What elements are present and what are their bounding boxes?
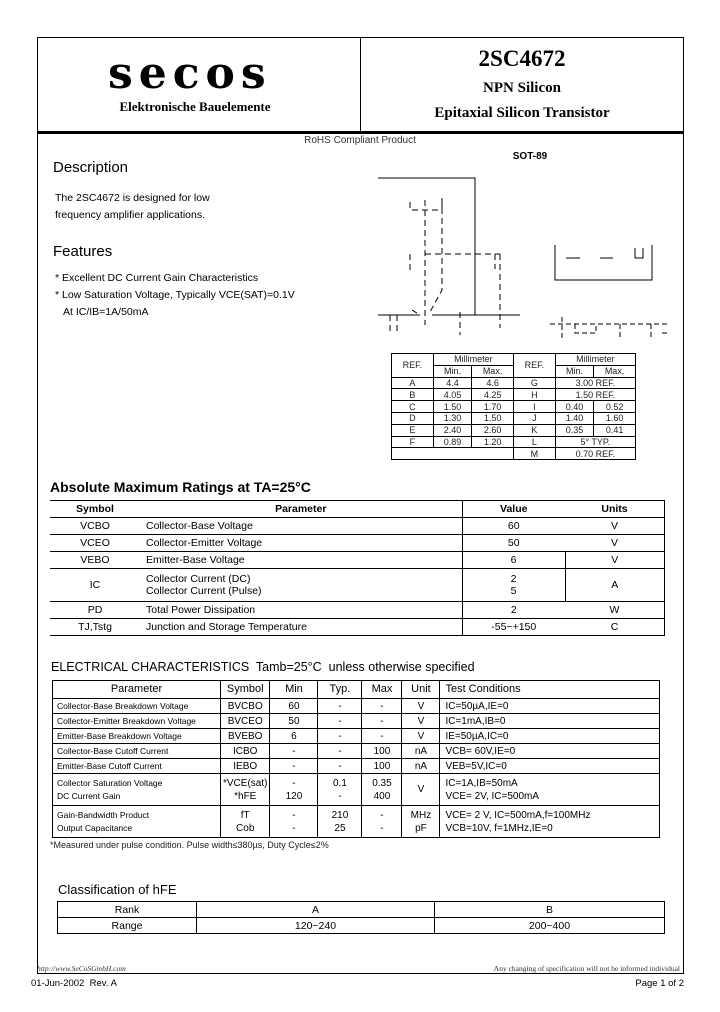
abs-max-header (50, 501, 665, 518)
table-cell (221, 774, 270, 806)
table-cell: Total Power Dissipation (140, 602, 462, 619)
table-cell (440, 774, 660, 806)
rohs-label: RoHS Compliant Product (304, 135, 416, 146)
dim-row (392, 448, 636, 460)
table-cell: V (402, 729, 440, 744)
table-cell: V (565, 552, 665, 569)
elec-header (53, 681, 660, 699)
table-cell (402, 774, 440, 806)
table-cell (221, 806, 270, 838)
dim-row (392, 412, 636, 424)
transistor-description: Epitaxial Silicon Transistor (434, 105, 610, 121)
table-cell: VCE= 2V, IC=500mA (445, 790, 540, 802)
table-cell: Collector-Emitter Breakdown Voltage (53, 714, 221, 729)
abs-max-row (50, 619, 665, 636)
table-cell (140, 569, 462, 602)
table-cell: 1.40 (555, 412, 593, 424)
dim-row (392, 389, 636, 401)
table-cell: - (318, 714, 362, 729)
hfe-classification-table (57, 901, 665, 934)
table-cell: IC=50µA,IE=0 (440, 699, 660, 714)
table-cell: IE=50µA,IC=0 (440, 729, 660, 744)
table-cell: Collector-Base Cutoff Current (53, 744, 221, 759)
table-cell: 210 (331, 809, 349, 821)
elec-row (53, 714, 660, 729)
logo-subtitle: Elektronische Bauelemente (119, 99, 271, 114)
table-cell: A (392, 377, 434, 389)
table-cell: VCB= 60V,IE=0 (440, 744, 660, 759)
drawing-outline (378, 178, 520, 315)
secos-logo: secos (108, 48, 272, 99)
table-cell: 4.25 (472, 389, 514, 401)
dim-min-header: Min. (555, 365, 593, 377)
table-cell (402, 806, 440, 838)
table-cell: 100 (362, 759, 402, 774)
dim-ref-header: REF. (392, 354, 434, 378)
table-cell: Symbol (50, 501, 140, 518)
table-cell: VCB=10V, f=1MHz,IE=0 (445, 822, 553, 834)
table-cell: Collector-Base Breakdown Voltage (53, 699, 221, 714)
table-cell: IC (50, 569, 140, 602)
table-cell: Collector-Emitter Voltage (140, 535, 462, 552)
table-cell: DC Current Gain (57, 790, 121, 801)
dim-max-header: Max. (472, 365, 514, 377)
abs-max-row (50, 535, 665, 552)
table-cell: 1.50 (433, 401, 471, 413)
elec-row-group (53, 806, 660, 838)
table-cell (270, 806, 318, 838)
elec-title: ELECTRICAL CHARACTERISTICS Tamb=25°C unless otherwise specified (51, 660, 475, 674)
table-cell: 1.20 (472, 436, 514, 448)
table-cell: Symbol (221, 681, 270, 699)
table-cell: Collector Current (Pulse) (146, 585, 262, 597)
table-cell: 400 (373, 790, 391, 802)
table-cell: BVCBO (221, 699, 270, 714)
table-cell: Parameter (140, 501, 462, 518)
table-cell: 0.89 (433, 436, 471, 448)
table-cell: V (565, 535, 665, 552)
footer-date-revision: 01-Jun-2002 Rev. A (31, 978, 117, 989)
table-cell: 2 (462, 602, 565, 619)
dim-unit-header: Millimeter (555, 354, 635, 366)
table-cell (318, 806, 362, 838)
table-cell: 4.05 (433, 389, 471, 401)
header-rule (37, 131, 684, 134)
table-cell: - (338, 790, 342, 802)
abs-max-title: Absolute Maximum Ratings at TA=25°C (50, 479, 311, 495)
features-title: Features (53, 243, 113, 260)
table-cell: VCE= 2 V, IC=500mA,f=100MHz (445, 809, 591, 821)
table-cell: 5 (510, 585, 517, 597)
elec-row (53, 744, 660, 759)
table-cell: Cob (236, 822, 255, 834)
table-cell: 1.50 REF. (555, 389, 635, 401)
table-cell (270, 774, 318, 806)
dim-row (392, 436, 636, 448)
table-cell: Typ. (318, 681, 362, 699)
abs-max-row (50, 518, 665, 535)
table-cell: Max (362, 681, 402, 699)
table-cell: V (402, 714, 440, 729)
dim-ref-header: REF. (513, 354, 555, 378)
package-name: SOT-89 (512, 151, 548, 162)
drawing-end-view (550, 317, 670, 340)
table-cell: - (270, 744, 318, 759)
table-cell: Range (58, 918, 197, 934)
hfe-title: Classification of hFE (58, 882, 177, 897)
table-cell: Unit (402, 681, 440, 699)
elec-row-group (53, 774, 660, 806)
table-cell (462, 569, 565, 602)
table-cell: - (362, 714, 402, 729)
table-cell: - (380, 822, 384, 834)
abs-max-row (50, 552, 665, 569)
table-cell: 4.4 (433, 377, 471, 389)
abs-max-row (50, 602, 665, 619)
table-cell (362, 774, 402, 806)
table-cell: pF (415, 822, 427, 834)
description-line: The 2SC4672 is designed for low (55, 192, 210, 204)
table-cell: 120~240 (197, 918, 435, 934)
elec-footnote: *Measured under pulse condition. Pulse width≤380µs, Duty Cycle≤2% (50, 840, 329, 850)
elec-row (53, 699, 660, 714)
table-cell: A (565, 569, 665, 602)
table-cell: 6 (462, 552, 565, 569)
table-cell: Collector Current (DC) (146, 573, 251, 585)
table-cell: - (318, 759, 362, 774)
table-cell: 200~400 (435, 918, 665, 934)
table-cell: 1.50 (472, 412, 514, 424)
dim-min-header: Min. (433, 365, 471, 377)
footer-page-number: Page 1 of 2 (635, 978, 684, 989)
part-number: 2SC4672 (478, 46, 566, 71)
table-cell: V (417, 784, 425, 795)
dimension-table (391, 353, 636, 460)
table-cell: Min (270, 681, 318, 699)
elec-row (53, 759, 660, 774)
table-cell: 2.40 (433, 424, 471, 436)
table-cell: Emitter-Base Voltage (140, 552, 462, 569)
table-cell: C (392, 401, 434, 413)
table-cell: Value (462, 501, 565, 518)
table-cell: 1.60 (594, 412, 636, 424)
table-cell: M (513, 448, 555, 460)
feature-item: * Low Saturation Voltage, Typically VCE(SAT)=0.1V (55, 289, 295, 301)
hfe-range-row (58, 918, 665, 934)
table-cell: VCBO (50, 518, 140, 535)
electrical-characteristics-table (52, 680, 660, 838)
table-cell: VEB=5V,IC=0 (440, 759, 660, 774)
table-cell: F (392, 436, 434, 448)
table-cell: VCEO (50, 535, 140, 552)
table-cell: 1.30 (433, 412, 471, 424)
table-cell: A (197, 902, 435, 918)
table-cell: Gain-Bandwidth Product (57, 809, 150, 820)
table-cell (440, 806, 660, 838)
table-cell: V (402, 699, 440, 714)
table-cell: C (565, 619, 665, 636)
table-cell: -55~+150 (462, 619, 565, 636)
table-cell: Collector-Base Voltage (140, 518, 462, 535)
table-cell (53, 774, 221, 806)
table-cell: 100 (362, 744, 402, 759)
table-cell: - (362, 729, 402, 744)
table-cell: - (380, 809, 384, 821)
table-cell: - (292, 777, 296, 789)
table-cell: 2 (510, 573, 517, 585)
table-cell: - (292, 822, 296, 834)
abs-max-row (50, 569, 665, 602)
hfe-rank-row (58, 902, 665, 918)
table-cell: 120 (285, 790, 303, 802)
table-cell: Junction and Storage Temperature (140, 619, 462, 636)
package-outline-drawing (370, 170, 670, 340)
table-cell: 50 (462, 535, 565, 552)
table-cell: *VCE(sat) (223, 777, 268, 789)
feature-item: At IC/IB=1A/50mA (63, 306, 149, 318)
table-cell: Emitter-Base Breakdown Voltage (53, 729, 221, 744)
table-cell: 6 (270, 729, 318, 744)
table-cell: 0.52 (594, 401, 636, 413)
dim-row (392, 424, 636, 436)
table-cell: MHz (410, 809, 432, 821)
table-cell: ICBO (221, 744, 270, 759)
table-cell: 0.70 REF. (555, 448, 635, 460)
table-cell: 0.41 (594, 424, 636, 436)
dim-row (392, 377, 636, 389)
table-cell (318, 774, 362, 806)
table-cell: IEBO (221, 759, 270, 774)
table-cell: TJ,Tstg (50, 619, 140, 636)
table-cell: 0.1 (333, 777, 347, 789)
table-cell: K (513, 424, 555, 436)
transistor-type: NPN Silicon (483, 80, 561, 96)
table-cell: VEBO (50, 552, 140, 569)
table-cell: J (513, 412, 555, 424)
table-cell (53, 806, 221, 838)
table-cell: G (513, 377, 555, 389)
table-cell: 4.6 (472, 377, 514, 389)
table-cell: 2.60 (472, 424, 514, 436)
table-cell: 25 (334, 822, 346, 834)
table-cell: Emitter-Base Cutoff Current (53, 759, 221, 774)
table-cell: IC=1A,IB=50mA (445, 777, 518, 789)
table-cell: Output Capacitance (57, 822, 133, 833)
table-cell: - (318, 744, 362, 759)
table-cell (392, 448, 514, 460)
table-cell: BVCEO (221, 714, 270, 729)
table-cell: - (318, 699, 362, 714)
dim-unit-header: Millimeter (433, 354, 513, 366)
description-title: Description (53, 159, 129, 176)
table-cell: B (392, 389, 434, 401)
table-cell: E (392, 424, 434, 436)
table-cell: 3.00 REF. (555, 377, 635, 389)
table-cell: 0.35 (555, 424, 593, 436)
table-cell: IC=1mA,IB=0 (440, 714, 660, 729)
table-cell: W (565, 602, 665, 619)
table-cell: 1.70 (472, 401, 514, 413)
table-cell: Parameter (53, 681, 221, 699)
table-cell: B (435, 902, 665, 918)
table-cell: - (362, 699, 402, 714)
table-cell: Rank (58, 902, 197, 918)
dim-row (392, 401, 636, 413)
table-cell: Units (565, 501, 665, 518)
table-cell: 0.35 (372, 777, 392, 789)
table-cell (362, 806, 402, 838)
table-cell: 60 (462, 518, 565, 535)
table-cell: 0.40 (555, 401, 593, 413)
table-cell: 50 (270, 714, 318, 729)
table-cell: PD (50, 602, 140, 619)
table-cell: H (513, 389, 555, 401)
table-cell: V (565, 518, 665, 535)
table-cell: *hFE (234, 790, 257, 802)
table-cell: Collector Saturation Voltage (57, 777, 163, 788)
table-cell: - (292, 809, 296, 821)
table-cell: D (392, 412, 434, 424)
table-cell: nA (402, 744, 440, 759)
footer-url[interactable]: http://www.SeCoSGmbH.com (37, 964, 126, 973)
table-cell: L (513, 436, 555, 448)
abs-max-table (50, 500, 665, 636)
drawing-dimension-lines (390, 198, 500, 335)
feature-item: * Excellent DC Current Gain Characteristics (55, 272, 259, 284)
drawing-side-view (555, 245, 652, 280)
table-cell: I (513, 401, 555, 413)
description-line: frequency amplifier applications. (55, 209, 205, 221)
table-cell: Test Conditions (440, 681, 660, 699)
dim-max-header: Max. (594, 365, 636, 377)
table-cell: BVEBO (221, 729, 270, 744)
table-cell: nA (402, 759, 440, 774)
table-cell: 60 (270, 699, 318, 714)
table-cell: - (270, 759, 318, 774)
table-cell: - (318, 729, 362, 744)
elec-row (53, 729, 660, 744)
footer-disclaimer: Any changing of specification will not be informed individual (493, 964, 680, 973)
table-cell: fT (240, 809, 250, 821)
table-cell: 5° TYP. (555, 436, 635, 448)
